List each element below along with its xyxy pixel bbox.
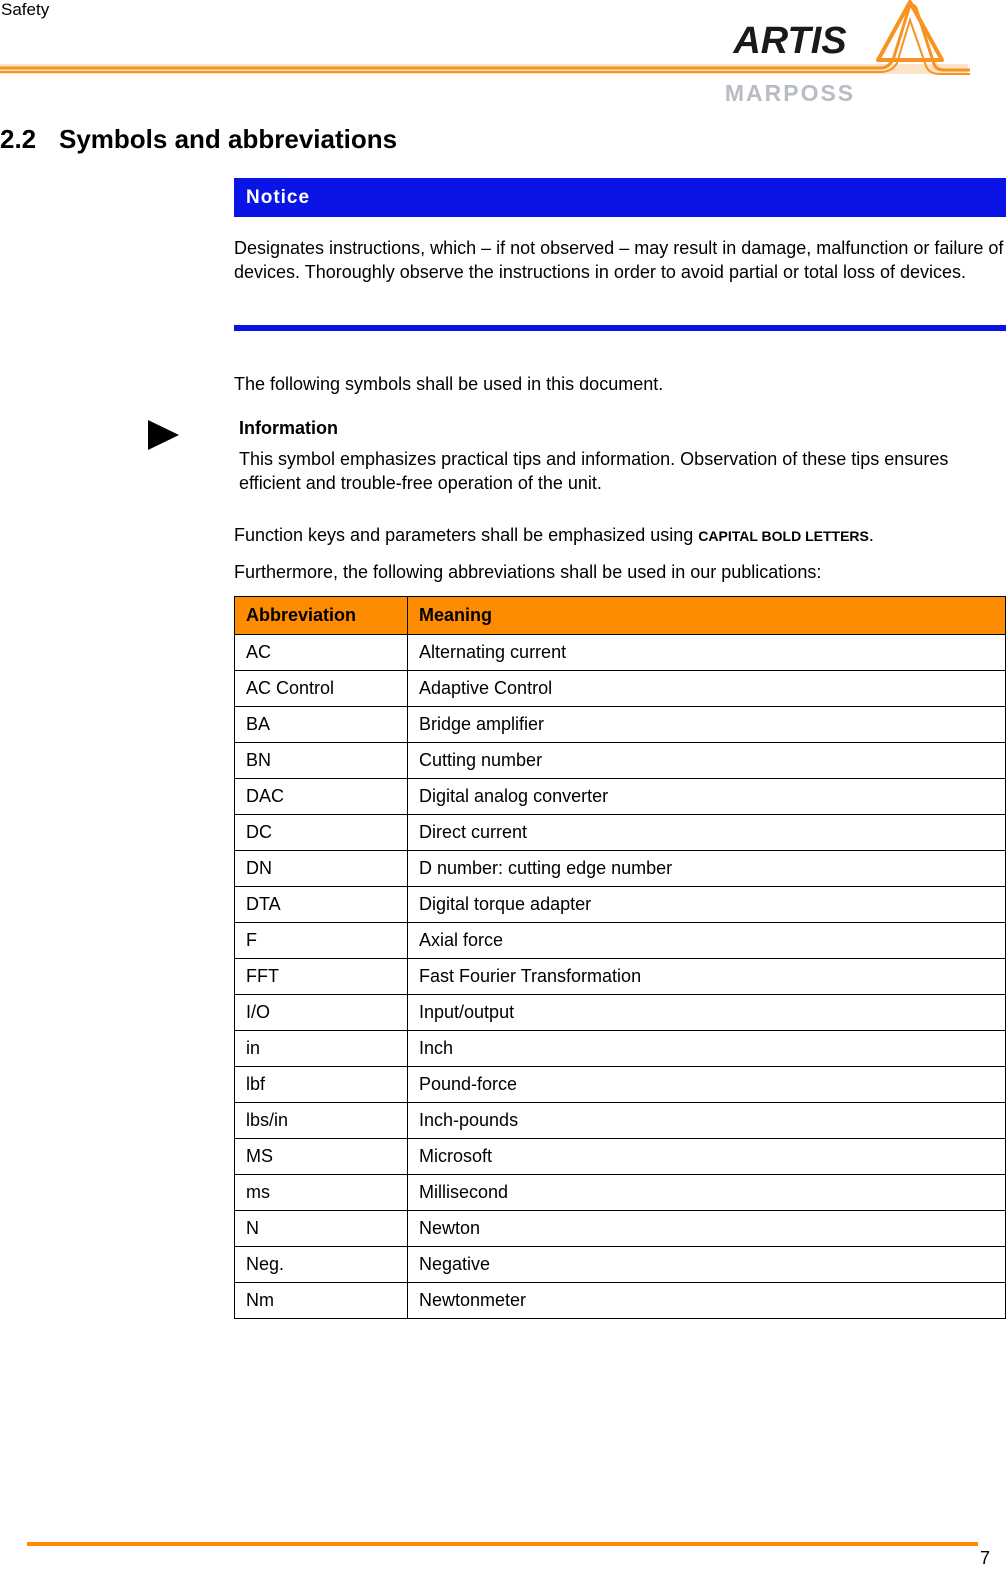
footer-divider bbox=[27, 1542, 978, 1546]
section-number: 2.2 bbox=[0, 124, 37, 154]
meaning-cell: Axial force bbox=[408, 923, 1006, 959]
table-row bbox=[235, 1031, 1006, 1067]
artis-marposs-logo bbox=[0, 0, 976, 104]
abbreviation-cell: DC bbox=[235, 815, 408, 851]
table-row bbox=[235, 1211, 1006, 1247]
abbreviation-cell: in bbox=[235, 1031, 408, 1067]
information-text: This symbol emphasizes practical tips and information. Observation of these tips ensures efficient and trouble-free operation of the unit. bbox=[239, 449, 949, 493]
capital-bold-emphasis: CAPITAL BOLD LETTERS bbox=[698, 528, 869, 544]
function-keys-end: . bbox=[868, 525, 874, 545]
meaning-cell: Adaptive Control bbox=[408, 671, 1006, 707]
column-header-meaning: Meaning bbox=[408, 597, 1006, 635]
function-keys-text: Function keys and parameters shall be emphasized using bbox=[234, 525, 699, 545]
notice-label: Notice bbox=[246, 187, 311, 208]
notice-banner bbox=[234, 178, 1006, 217]
meaning-cell: Millisecond bbox=[408, 1175, 1006, 1211]
function-keys-paragraph bbox=[234, 525, 874, 546]
abbreviation-cell: N bbox=[235, 1211, 408, 1247]
abbreviation-cell: DN bbox=[235, 851, 408, 887]
table-row bbox=[235, 1283, 1006, 1319]
table-row bbox=[235, 779, 1006, 815]
abbreviation-cell: DTA bbox=[235, 887, 408, 923]
notice-text: Designates instructions, which – if not observed – may result in damage, malfunction or failure of devices. Thoroughly observe the instructions in order to avoid partial or total loss of devices. bbox=[234, 238, 1004, 282]
notice-divider bbox=[234, 325, 1006, 331]
table-header-row bbox=[235, 597, 1006, 635]
table-row bbox=[235, 671, 1006, 707]
abbreviations-intro: Furthermore, the following abbreviations shall be used in our publications: bbox=[234, 562, 822, 582]
table-row bbox=[235, 743, 1006, 779]
meaning-cell: D number: cutting edge number bbox=[408, 851, 1006, 887]
abbreviations-table bbox=[234, 596, 1006, 1319]
table-row bbox=[235, 815, 1006, 851]
meaning-cell: Fast Fourier Transformation bbox=[408, 959, 1006, 995]
arrow-right-icon bbox=[146, 419, 180, 451]
abbreviation-cell: AC bbox=[235, 635, 408, 671]
svg-text:ARTIS: ARTIS bbox=[733, 20, 847, 62]
meaning-cell: Input/output bbox=[408, 995, 1006, 1031]
meaning-cell: Digital torque adapter bbox=[408, 887, 1006, 923]
abbreviation-cell: Neg. bbox=[235, 1247, 408, 1283]
abbreviation-cell: lbf bbox=[235, 1067, 408, 1103]
meaning-cell: Bridge amplifier bbox=[408, 707, 1006, 743]
abbreviation-cell: DAC bbox=[235, 779, 408, 815]
table-row bbox=[235, 707, 1006, 743]
abbreviation-cell: FFT bbox=[235, 959, 408, 995]
meaning-cell: Newton bbox=[408, 1211, 1006, 1247]
header-section-label: Safety bbox=[1, 0, 50, 19]
table-row bbox=[235, 1139, 1006, 1175]
table-row bbox=[235, 1067, 1006, 1103]
meaning-cell: Newtonmeter bbox=[408, 1283, 1006, 1319]
meaning-cell: Digital analog converter bbox=[408, 779, 1006, 815]
table-row bbox=[235, 635, 1006, 671]
meaning-cell: Inch bbox=[408, 1031, 1006, 1067]
abbreviation-cell: BN bbox=[235, 743, 408, 779]
table-row bbox=[235, 1247, 1006, 1283]
symbols-intro: The following symbols shall be used in this document. bbox=[234, 374, 664, 394]
meaning-cell: Inch-pounds bbox=[408, 1103, 1006, 1139]
page-number: 7 bbox=[980, 1548, 991, 1568]
page-title: Symbols and abbreviations bbox=[59, 124, 398, 154]
table-row bbox=[235, 887, 1006, 923]
meaning-cell: Microsoft bbox=[408, 1139, 1006, 1175]
table-row bbox=[235, 959, 1006, 995]
meaning-cell: Direct current bbox=[408, 815, 1006, 851]
abbreviation-cell: F bbox=[235, 923, 408, 959]
table-row bbox=[235, 1175, 1006, 1211]
abbreviation-cell: Nm bbox=[235, 1283, 408, 1319]
meaning-cell: Negative bbox=[408, 1247, 1006, 1283]
table-row bbox=[235, 851, 1006, 887]
svg-text:MARPOSS: MARPOSS bbox=[724, 80, 856, 104]
abbreviation-cell: lbs/in bbox=[235, 1103, 408, 1139]
abbreviation-cell: MS bbox=[235, 1139, 408, 1175]
meaning-cell: Alternating current bbox=[408, 635, 1006, 671]
meaning-cell: Pound-force bbox=[408, 1067, 1006, 1103]
information-title: Information bbox=[239, 418, 338, 438]
table-row bbox=[235, 1103, 1006, 1139]
abbreviation-cell: BA bbox=[235, 707, 408, 743]
table-row bbox=[235, 995, 1006, 1031]
abbreviation-cell: ms bbox=[235, 1175, 408, 1211]
column-header-abbreviation: Abbreviation bbox=[235, 597, 408, 635]
table-row bbox=[235, 923, 1006, 959]
abbreviation-cell: I/O bbox=[235, 995, 408, 1031]
abbreviation-cell: AC Control bbox=[235, 671, 408, 707]
meaning-cell: Cutting number bbox=[408, 743, 1006, 779]
